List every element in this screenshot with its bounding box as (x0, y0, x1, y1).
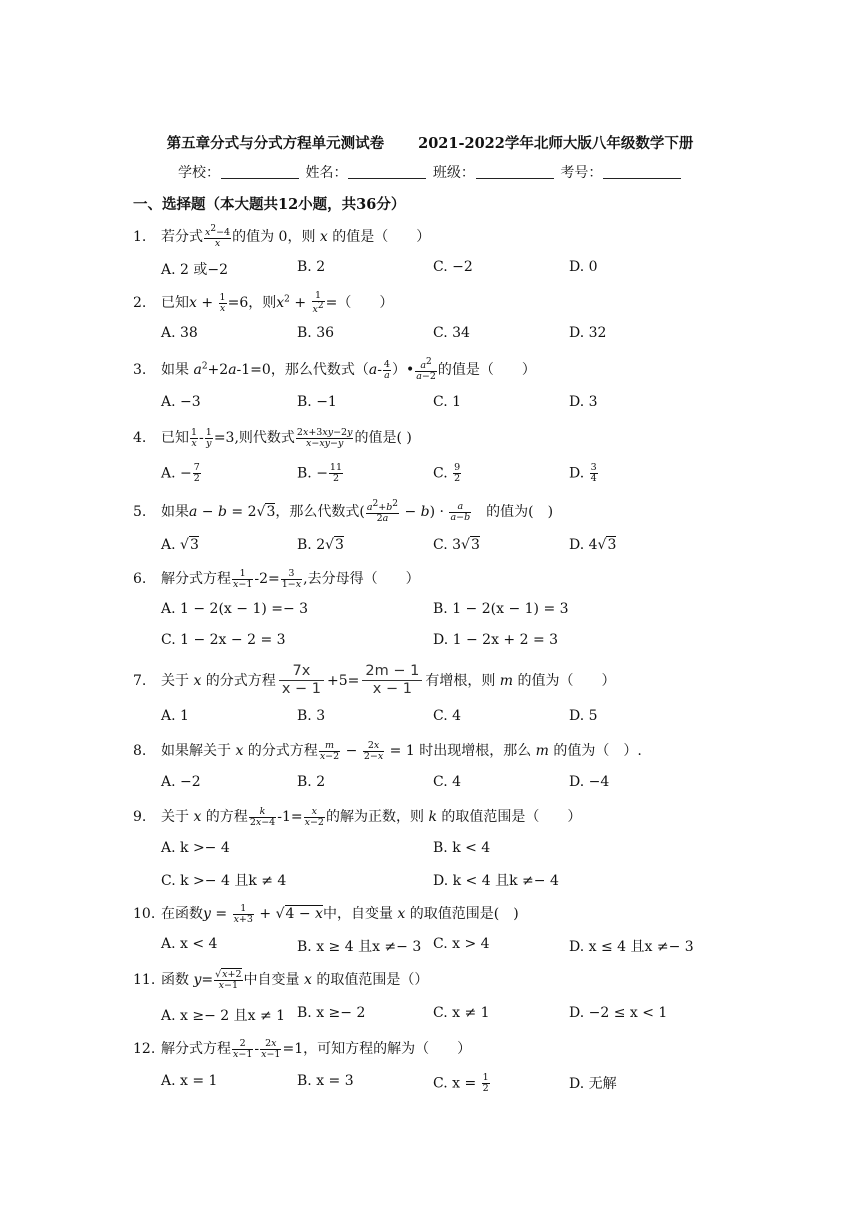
option-a[interactable]: A. x ≥− 2 且x ≠ 1 (161, 1008, 286, 1024)
option-c[interactable]: C. 1 − 2x − 2 = 3 (161, 632, 286, 648)
option-c[interactable]: C. 34 (433, 325, 470, 341)
option-b[interactable]: B. 3 (297, 708, 326, 724)
question-number: 1. (133, 229, 147, 246)
question-1: 1. 若分式 $\frac{x^2-4}{x}$ 的值为 0，则 x 的值是（ ） (133, 224, 431, 250)
option-c[interactable]: C. 4 (433, 708, 462, 724)
name-label: 姓名： (305, 165, 348, 181)
question-number: 6. (133, 571, 147, 587)
option-d[interactable]: D. −2 ≤ x < 1 (569, 1005, 668, 1021)
exam-title (0, 132, 860, 153)
option-a[interactable]: A. 38 (161, 325, 198, 341)
option-d[interactable]: D. 4√3 (569, 537, 617, 553)
option-d[interactable]: D. 1 − 2x + 2 = 3 (433, 632, 559, 648)
class-label: 班级： (432, 165, 475, 181)
option-d[interactable]: D. x ≤ 4 且x ≠− 3 (569, 939, 694, 955)
option-d[interactable]: D. 3 (569, 394, 598, 410)
question-4: 4. 已知 $\frac{1}{x}$ - $\frac{1}{y}$ =3,则代数式 $\frac{2x+3xy-2y}{x-xy-y}$ 的值是( ) (133, 426, 412, 449)
class-blank[interactable] (476, 178, 554, 179)
option-a[interactable]: A. −3 (161, 394, 201, 410)
question-number: 8. (133, 743, 147, 759)
option-a[interactable]: A. x = 1 (161, 1073, 218, 1089)
option-c[interactable]: C. x ≠ 1 (433, 1005, 490, 1021)
option-a[interactable]: A. 2 或−2 (161, 262, 229, 278)
option-a[interactable]: A. 1 (161, 708, 189, 724)
school-label: 学校： (178, 165, 220, 181)
option-b[interactable]: B. 1 − 2(x − 1) = 3 (433, 601, 569, 617)
question-number: 3. (133, 362, 147, 379)
option-c[interactable]: C. x = $\frac{1}{2}$ (433, 1072, 489, 1094)
option-d[interactable]: D. 5 (569, 708, 598, 724)
question-2: 2. 已知x + $\frac{1}{x}$ =6，则$x^2$ + $\frac{1}{x^2}$ =（ ） (133, 290, 394, 316)
option-b[interactable]: B. k < 4 (433, 840, 491, 856)
question-number: 5. (133, 504, 147, 521)
option-b[interactable]: B. 36 (297, 325, 335, 341)
option-b[interactable]: B. x ≥− 2 (297, 1005, 366, 1021)
question-number: 10. (133, 906, 156, 922)
option-d[interactable]: D. 32 (569, 325, 607, 341)
option-b[interactable]: B. x ≥ 4 且x ≠− 3 (297, 939, 422, 955)
option-d[interactable]: D. −4 (569, 774, 610, 790)
exam-no-blank[interactable] (603, 178, 681, 179)
question-number: 7. (133, 672, 147, 689)
question-10: 10. 在函数y = $\frac{1}{x+3}$ + √4 − x中，自变量 x 的取值范围是( ) (133, 902, 519, 925)
question-8: 8. 如果解关于 x 的分式方程 $\frac{m}{x-2}$ − $\frac{2x}{2-x}$ = 1 时出现增根，那么 m 的值为（ ）. (133, 739, 642, 762)
option-c[interactable]: C. 1 (433, 394, 462, 410)
option-a[interactable]: A. − $\frac{7}{2}$ (161, 462, 200, 484)
student-info-row (178, 162, 683, 182)
option-b[interactable]: B. −1 (297, 394, 337, 410)
option-a[interactable]: A. √3 (161, 537, 199, 553)
question-6: 6. 解分式方程 $\frac{1}{x-1}$ -2= $\frac{3}{1-x}$ ,去分母得（ ） (133, 567, 420, 590)
section-heading: 一、选择题（本大题共12小题，共36分） (133, 196, 406, 213)
question-number: 11. (133, 972, 156, 988)
option-a[interactable]: A. 1 − 2(x − 1) =− 3 (161, 601, 309, 617)
option-a[interactable]: A. x < 4 (161, 936, 218, 952)
option-c[interactable]: C. −2 (433, 259, 473, 275)
exam-no-label: 考号： (560, 165, 603, 181)
question-12: 12. 解分式方程 $\frac{2}{x-1}$ - $\frac{2x}{x-1}$ =1，可知方程的解为（ ） (133, 1037, 472, 1060)
option-b[interactable]: B. 2 (297, 259, 326, 275)
option-b[interactable]: B. 2√3 (297, 537, 344, 553)
question-3: 3. 如果 $a^2+2a-1=0$，那么代数式（a- $\frac{4}{a}$ ）• $\frac{a^2}{a-2}$ 的值是（ ） (133, 357, 536, 383)
question-9: 9. 关于 x 的方程 $\frac{k}{2x-4}$ -1= $\frac{x}{x-2}$ 的解为正数，则 k 的取值范围是（ ） (133, 805, 582, 828)
option-a[interactable]: A. k >− 4 (161, 840, 230, 856)
option-c[interactable]: C. 3√3 (433, 537, 480, 553)
school-blank[interactable] (221, 178, 299, 179)
option-c[interactable]: C. 4 (433, 774, 462, 790)
name-blank[interactable] (348, 178, 426, 179)
option-b[interactable]: B. 2 (297, 774, 326, 790)
question-7: 7. 关于 x 的分式方程 $\frac{7x}{x - 1}$ +5= $\frac{2m - 1}{x - 1}$ 有增根，则 m 的值为（ ） (133, 663, 616, 698)
title-right: 2021-2022学年北师大版八年级数学下册 (418, 135, 694, 152)
question-number: 4. (133, 430, 147, 446)
option-c[interactable]: C. x > 4 (433, 936, 490, 952)
question-number: 9. (133, 809, 147, 825)
option-d[interactable]: D. k < 4 且k ≠− 4 (433, 873, 559, 889)
option-d[interactable]: D. 0 (569, 259, 598, 275)
option-a[interactable]: A. −2 (161, 774, 201, 790)
option-b[interactable]: B. − $\frac{11}{2}$ (297, 462, 343, 484)
title-left: 第五章分式与分式方程单元测试卷 (166, 135, 385, 152)
question-5: 5. 如果a − b = 2√3，那么代数式( $\frac{a^2+b^2}{2a}$ − b) · $\frac{a}{a-b}$ 的值为( ) (133, 499, 554, 525)
option-c[interactable]: C. $\frac{9}{2}$ (433, 462, 461, 484)
option-d[interactable]: D. $\frac{3}{4}$ (569, 462, 597, 484)
option-c[interactable]: C. k >− 4 且k ≠ 4 (161, 873, 287, 889)
question-number: 12. (133, 1041, 156, 1057)
question-number: 2. (133, 295, 147, 312)
option-d[interactable]: D. 无解 (569, 1076, 617, 1092)
question-11: 11. 函数 y= $\frac{√x+2}{x-1}$ 中自变量 x 的取值范围是（） (133, 968, 429, 991)
option-b[interactable]: B. x = 3 (297, 1073, 354, 1089)
